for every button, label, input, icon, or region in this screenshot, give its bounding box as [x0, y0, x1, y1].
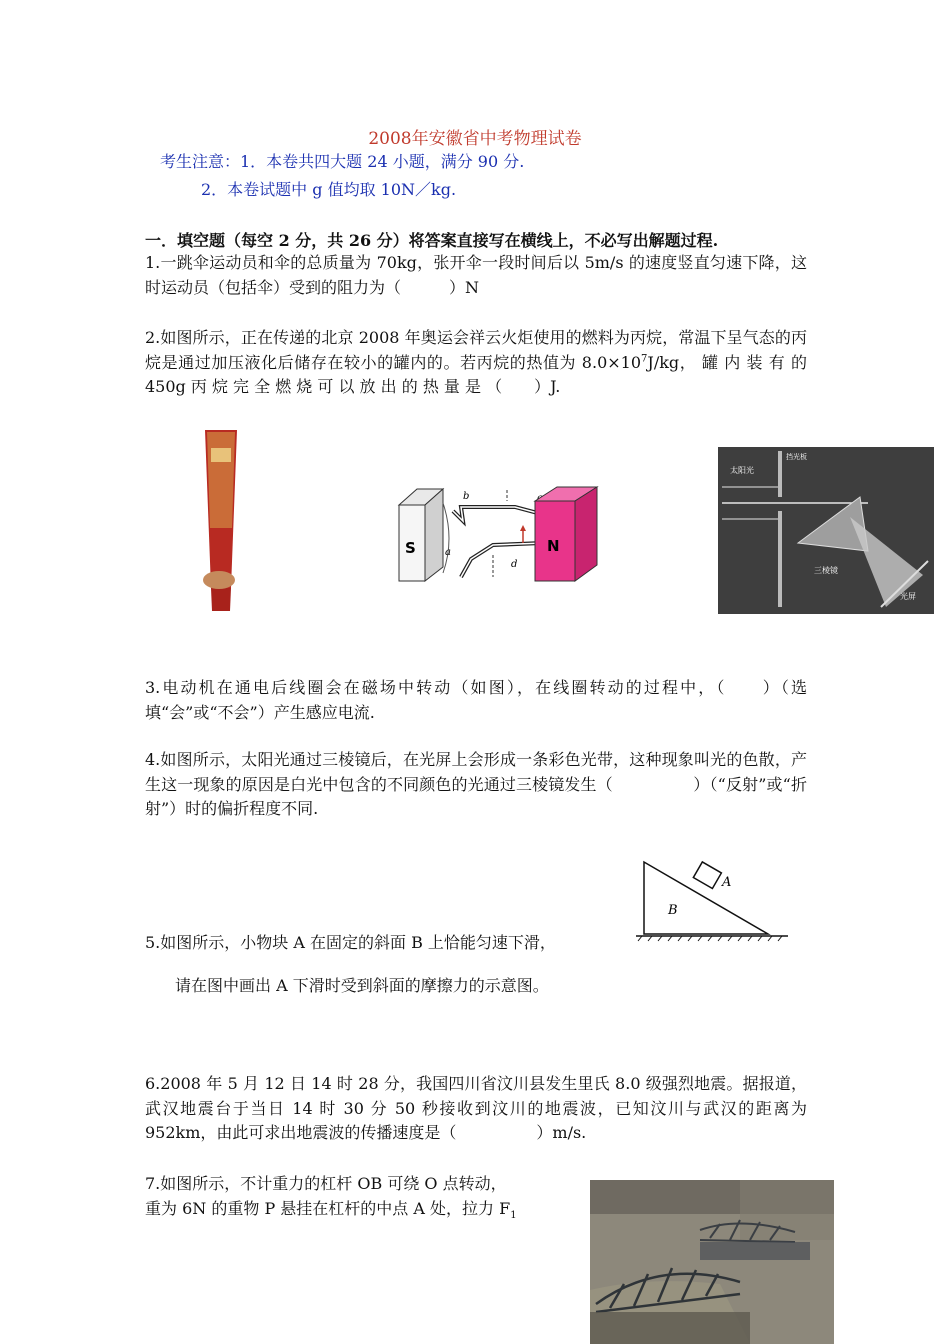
question-4: 4.如图所示，太阳光通过三棱镜后，在光屏上会形成一条彩色光带，这种现象叫光的色散，产生这一现象的原因是白光中包含的不同颜色的光通过三棱镜发生（ ）（“反射”或“折射”）时的偏折程度不同. — [145, 750, 807, 818]
notice-line-2: 2．本卷试题中 g 值均取 10N／kg. — [201, 180, 457, 199]
question-2 — [145, 326, 807, 400]
question-6: 6.2008 年 5 月 12 日 14 时 28 分，我国四川省汶川县发生里氏 8.0 级强烈地震。据报道，武汉地震台于当日 14 时 30 分 50 秒接收到汶川的地震波，已知汶川与武汉的距离为 952km，由此可求出地震波的传播速度是（ ）m/s. — [145, 1074, 807, 1142]
block-a — [693, 862, 721, 889]
notice-line-1: 考生注意：1．本卷共四大题 24 小题，满分 90 分. — [160, 152, 525, 171]
baffle-label: 挡光板 — [786, 453, 807, 461]
question-7-line-2: 重为 6N 的重物 P 悬挂在杠杆的中点 A 处，拉力 F — [145, 1198, 511, 1218]
prism-figure — [718, 447, 934, 614]
question-7 — [145, 1172, 517, 1221]
page-title: 2008年安徽省中考物理试卷 — [368, 129, 582, 149]
question-7-line-1: 7.如图所示，不计重力的杠杆 OB 可绕 O 点转动， — [145, 1174, 507, 1193]
torch-figure — [195, 428, 255, 613]
coil-label-a: a — [445, 547, 451, 558]
south-pole-label: S — [405, 539, 416, 557]
question-2-text-b: J/kg， 罐 内 装 有 的 450g 丙 烷 完 全 燃 烧 可 以 放 出 的 热 量 是 （ ）J. — [145, 352, 807, 396]
coil-label-b: b — [463, 491, 470, 502]
subscript: 1 — [510, 1209, 517, 1221]
motor-figure — [395, 485, 603, 585]
block-a-label: A — [722, 875, 732, 890]
question-3: 3.电动机在通电后线圈会在磁场中转动（如图），在线圈转动的过程中，（ ）（选填“会”或“不会”）产生感应电流. — [145, 678, 807, 722]
north-pole-label: N — [547, 537, 560, 555]
coil-label-d: d — [511, 559, 518, 570]
section-heading: 一．填空题（每空 2 分，共 26 分）将答案直接写在横线上，不必写出解题过程. — [145, 231, 719, 250]
incline-b-label: B — [668, 903, 678, 918]
bridge-photo — [590, 1180, 834, 1344]
question-5-line-1: 5.如图所示，小物块 A 在固定的斜面 B 上恰能匀速下滑， — [145, 933, 556, 952]
question-1: 1.一跳伞运动员和伞的总质量为 70kg，张开伞一段时间后以 5m/s 的速度竖直匀速下降，这时运动员（包括伞）受到的阻力为（ ）N — [145, 253, 807, 297]
prism-label: 三棱镜 — [814, 566, 838, 575]
exponent: 7 — [641, 353, 648, 365]
question-5-line-2: 请在图中画出 A 下滑时受到斜面的摩擦力的示意图。 — [175, 976, 549, 995]
sunlight-label: 太阳光 — [730, 466, 754, 475]
screen-label: 光屏 — [900, 592, 916, 601]
incline-figure — [632, 856, 792, 942]
question-2-text-a: 2.如图所示，正在传递的北京 2008 年奥运会祥云火炬使用的燃料为丙烷，常温下呈气态的丙烷是通过加压液化后储存在较小的罐内的。若丙烷的热值为 8.0×10 — [145, 328, 807, 372]
